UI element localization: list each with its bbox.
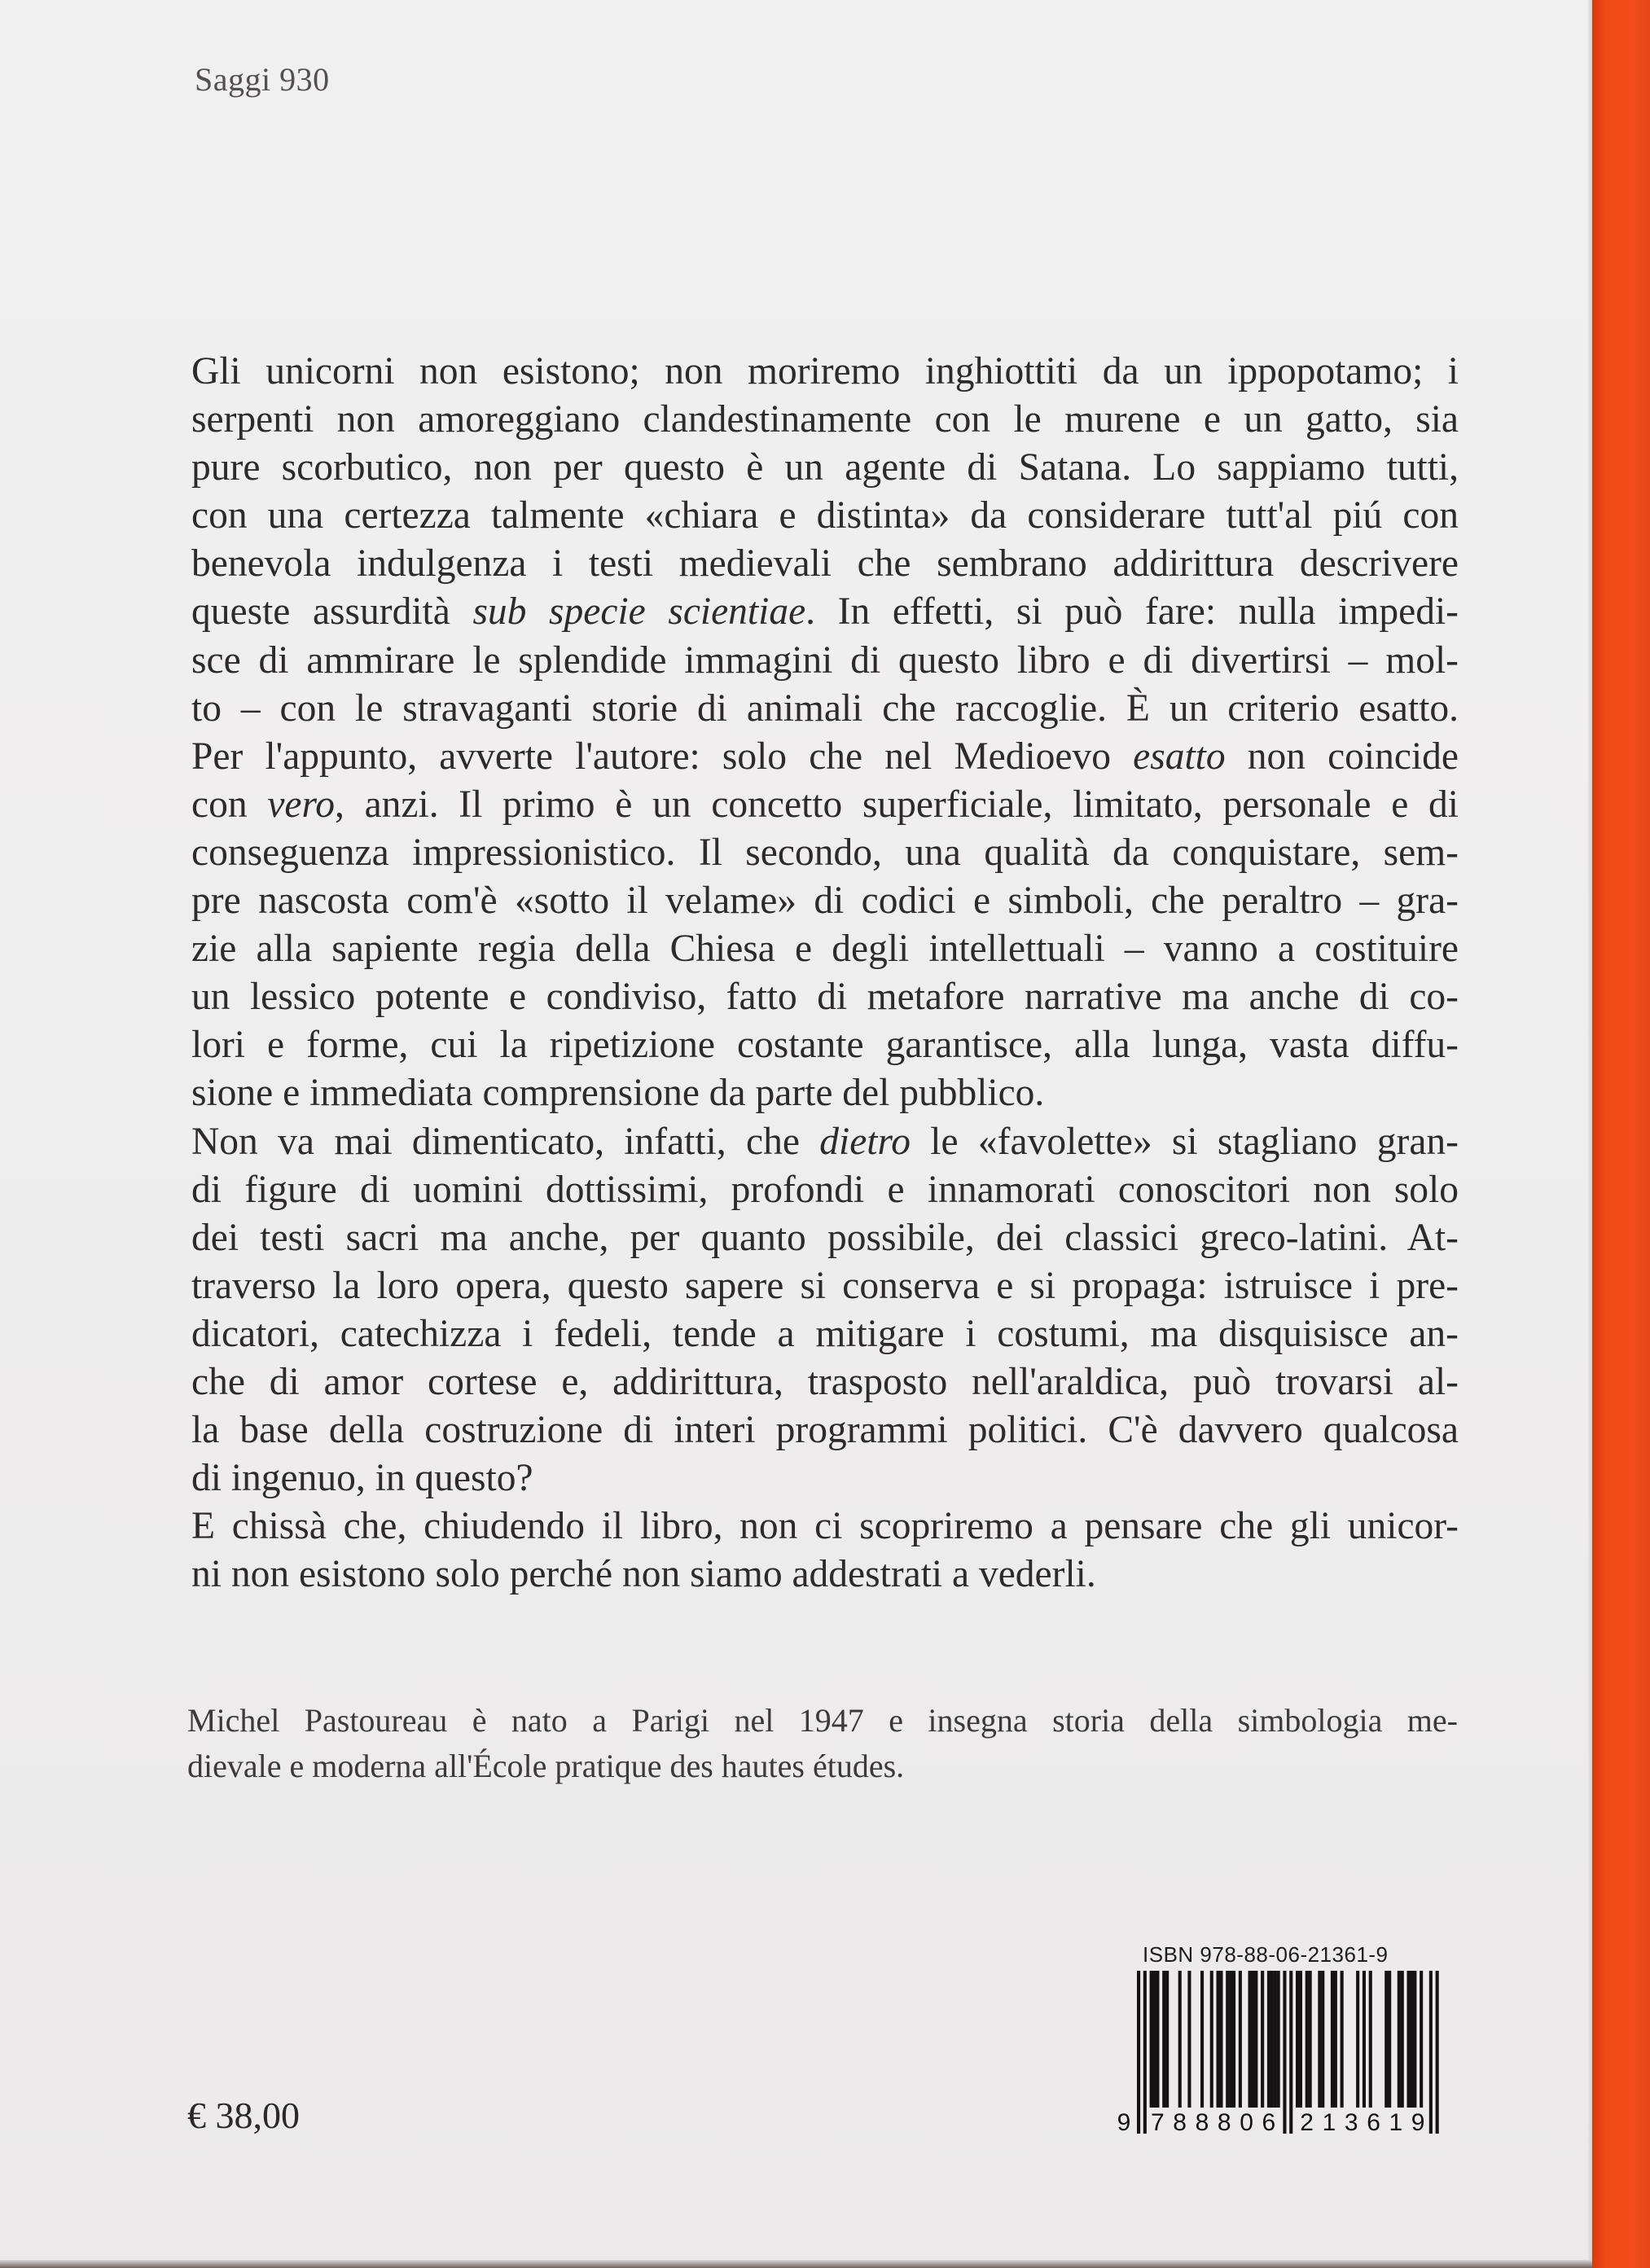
blurb-line: serpenti non amoreggiano clandestinamente con le murene e un gatto, sia (191, 398, 1459, 441)
barcode-bar (1261, 1971, 1264, 2108)
barcode-bar (1232, 1971, 1235, 2108)
italic-phrase: esatto (1133, 735, 1226, 778)
barcode-bar (1217, 1971, 1220, 2108)
text-run: con (191, 783, 268, 826)
blurb-line (191, 781, 1459, 829)
barcode-digit: 6 (1367, 2109, 1380, 2134)
blurb-line: la base della costruzione di interi programmi politici. C'è davvero qualcosa (191, 1409, 1459, 1452)
barcode-digit: 1 (1389, 2109, 1403, 2134)
author-bio (187, 1698, 1458, 1789)
barcode-bar (1219, 1971, 1222, 2108)
barcode-digit: 8 (1173, 2109, 1187, 2134)
blurb-line: un lessico potente e condiviso, fatto di metafore narrative ma anche di co- (191, 976, 1459, 1019)
isbn-label: ISBN 978-88-06-21361-9 (1143, 1942, 1389, 1967)
barcode (1112, 1971, 1455, 2134)
barcode-bar (1251, 1971, 1254, 2108)
blurb-line: pure scorbutico, non per questo è un agente di Satana. Lo sappiamo tutti, (191, 446, 1459, 489)
barcode-bar (1331, 1971, 1334, 2108)
barcode-bar (1239, 1971, 1242, 2108)
blurb-line: benevola indulgenza i testi medievali che sembrano addirittura descrivere (191, 542, 1459, 586)
barcode-bar (1229, 1971, 1232, 2108)
blurb-text (191, 348, 1459, 1599)
barcode-bar (1436, 1971, 1439, 2134)
barcode-bar (1398, 1971, 1401, 2108)
text-run: Non va mai dimenticato, infatti, che (191, 1120, 820, 1163)
barcode-digit: 0 (1240, 2109, 1253, 2134)
text-run: le «favolette» si stagliano gran- (910, 1120, 1459, 1163)
blurb-line: di figure di uomini dottissimi, profondi e innamorati conoscitori non solo (191, 1168, 1459, 1211)
barcode-bar (1143, 1971, 1147, 2134)
blurb-line: pre nascosta com'è «sotto il velame» di codici e simboli, che peraltro – gra- (191, 880, 1459, 923)
text-run: . In effetti, si può fare: nulla impedi- (805, 590, 1459, 634)
barcode-digit: 8 (1195, 2109, 1209, 2134)
barcode-bar (1321, 1971, 1324, 2108)
barcode-bar (1356, 1971, 1359, 2108)
barcode-bar (1420, 1971, 1423, 2108)
barcode-digit: 6 (1262, 2109, 1276, 2134)
blurb-line: sione e immediata comprensione da parte del pubblico. (191, 1072, 1045, 1115)
barcode-bar (1137, 1971, 1140, 2134)
blurb-line: zie alla sapiente regia della Chiesa e degli intellettuali – vanno a costituire (191, 928, 1459, 971)
blurb-line: dei testi sacri ma anche, per quanto possibile, dei classici greco-latini. At- (191, 1216, 1459, 1259)
blurb-line: E chissà che, chiudendo il libro, non ci scopriremo a pensare che gli unicor- (191, 1505, 1459, 1548)
blurb-line: lori e forme, cui la ripetizione costante garantisce, alla lunga, vasta diffu- (191, 1024, 1459, 1067)
blurb-line: sce di ammirare le splendide immagini di questo libro e di divertirsi – mol- (191, 638, 1459, 682)
barcode-bar (1299, 1971, 1302, 2108)
barcode-bar (1270, 1971, 1274, 2108)
barcode-bar (1248, 1971, 1252, 2108)
price-label: € 38,00 (187, 2095, 300, 2136)
barcode-bar (1334, 1971, 1337, 2108)
blurb-line: dicatori, catechizza i fedeli, tende a mitigare i costumi, ma disquisisce an- (191, 1312, 1459, 1355)
barcode-bar (1385, 1971, 1388, 2108)
barcode-bar (1283, 1971, 1286, 2134)
barcode-bar (1296, 1971, 1299, 2108)
barcode-bar (1388, 1971, 1391, 2108)
barcode-digit: 1 (1322, 2109, 1336, 2134)
barcode-bar (1413, 1971, 1416, 2108)
barcode-digit: 9 (1117, 2109, 1131, 2134)
blurb-line: con una certezza talmente «chiara e distinta» da considerare tutt'al piú con (191, 494, 1459, 537)
author-line: Michel Pastoureau è nato a Parigi nel 1947 e insegna storia della simbologia me- (187, 1702, 1458, 1739)
blurb-line: conseguenza impressionistico. Il secondo, una qualità da conquistare, sem- (191, 831, 1459, 874)
italic-phrase: vero (267, 783, 335, 826)
series-label: Saggi 930 (195, 61, 330, 98)
orange-spine (1592, 0, 1650, 2268)
barcode-bar (1200, 1971, 1204, 2108)
barcode-bar (1254, 1971, 1257, 2108)
bottom-edge-shadow (0, 2260, 1592, 2268)
barcode-bar (1274, 1971, 1277, 2108)
blurb-line: traverso la loro opera, questo sapere si conserva e si propaga: istruisce i pre- (191, 1264, 1459, 1307)
barcode-bar (1309, 1971, 1312, 2108)
barcode-bar (1318, 1971, 1321, 2108)
barcode-bar (1401, 1971, 1404, 2108)
blurb-line: ni non esistono solo perché non siamo addestrati a vederli. (191, 1553, 1096, 1596)
barcode-bar (1407, 1971, 1411, 2108)
barcode-bar (1289, 1971, 1292, 2134)
barcode-bar (1277, 1971, 1280, 2108)
barcode-bar (1187, 1971, 1191, 2108)
author-line: dievale e moderna all'École pratique des hautes études. (187, 1748, 905, 1784)
barcode-bar (1156, 1971, 1159, 2108)
barcode-bar (1162, 1971, 1165, 2108)
barcode-bar (1363, 1971, 1366, 2108)
barcode-bar (1306, 1971, 1309, 2108)
barcode-digit: 9 (1411, 2109, 1425, 2134)
blurb-line (191, 1118, 1459, 1166)
barcode-digit: 8 (1217, 2109, 1231, 2134)
text-run: non coincide (1225, 735, 1459, 778)
text-run: queste assurdità (191, 590, 473, 634)
text-run: , anzi. Il primo è un concetto superficiale, limitato, personale e di (334, 783, 1459, 826)
barcode-bar (1429, 1971, 1433, 2134)
italic-phrase: sub specie scientiae (472, 590, 806, 634)
barcode-bar (1226, 1971, 1229, 2108)
barcode-bar (1178, 1971, 1182, 2108)
barcode-bar (1165, 1971, 1169, 2108)
barcode-bar (1153, 1971, 1156, 2108)
blurb-line: di ingenuo, in questo? (191, 1457, 533, 1500)
blurb-line: Gli unicorni non esistono; non moriremo inghiottiti da un ippopotamo; i (191, 350, 1459, 393)
barcode-bar (1341, 1971, 1344, 2108)
blurb-line (191, 733, 1459, 781)
barcode-bar (1210, 1971, 1213, 2108)
barcode-bar (1267, 1971, 1270, 2108)
blurb-line (191, 588, 1459, 636)
italic-phrase: dietro (819, 1120, 911, 1163)
barcode-digit: 7 (1151, 2109, 1165, 2134)
barcode-bar (1410, 1971, 1413, 2108)
barcode-bar (1369, 1971, 1372, 2108)
barcode-digit: 2 (1300, 2109, 1314, 2134)
barcode-bar (1150, 1971, 1153, 2108)
blurb-line: to – con le stravaganti storie di animali che raccoglie. È un criterio esatto. (191, 687, 1459, 730)
text-run: Per l'appunto, avverte l'autore: solo che nel Medioevo (191, 735, 1134, 778)
barcode-digit: 3 (1344, 2109, 1358, 2134)
blurb-line: che di amor cortese e, addirittura, trasposto nell'araldica, può trovarsi al- (191, 1360, 1459, 1403)
